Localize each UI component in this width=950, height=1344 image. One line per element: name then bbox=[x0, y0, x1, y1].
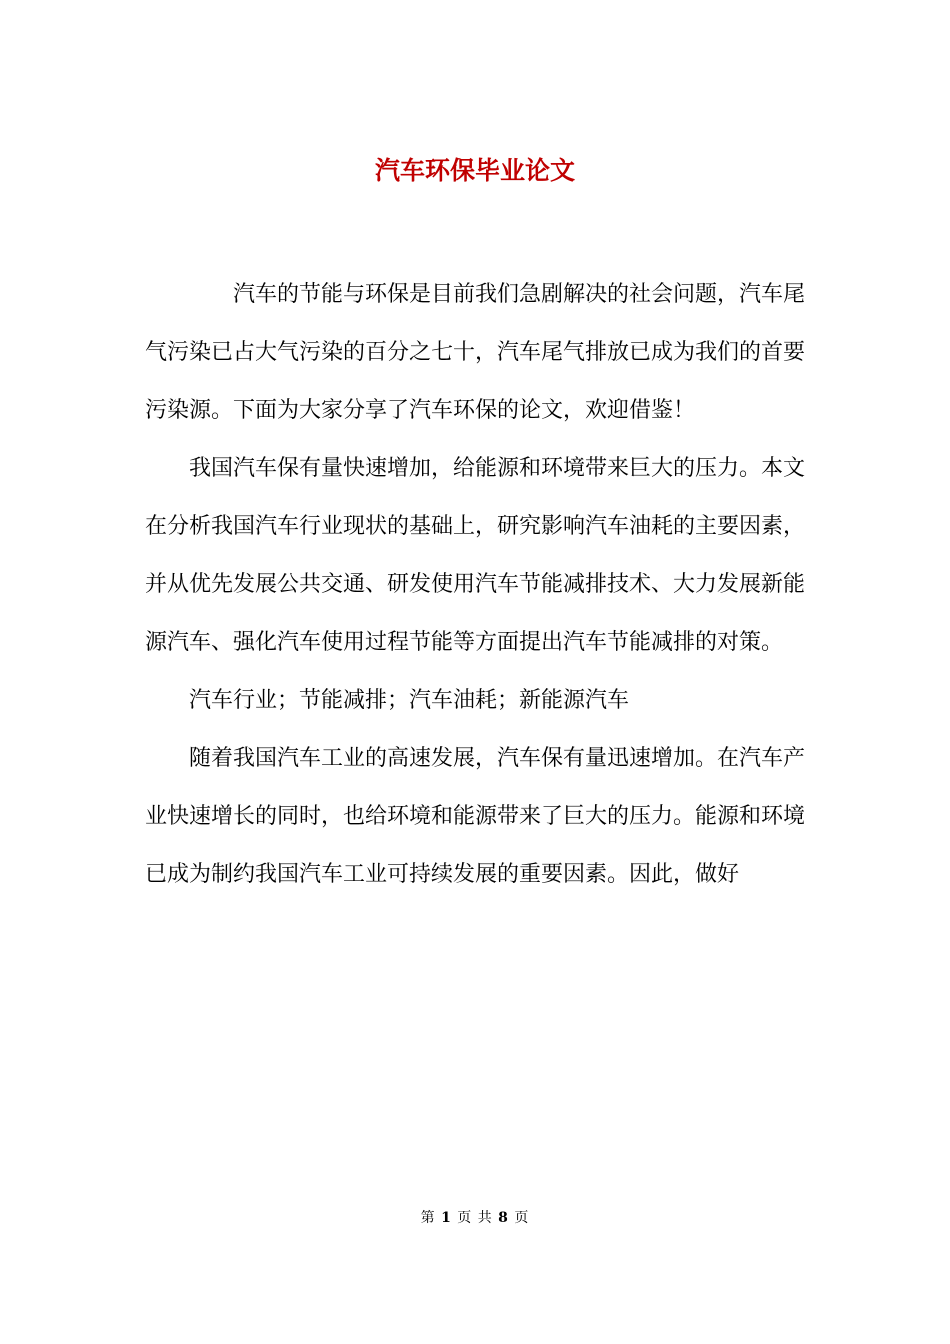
footer-prefix: 第 bbox=[420, 1210, 436, 1226]
current-page-number: 1 bbox=[441, 1210, 452, 1226]
abstract-paragraph: 我国汽车保有量快速增加，给能源和环境带来巨大的压力。本文在分析我国汽车行业现状的基础上，研究影响汽车油耗的主要因素，并从优先发展公共交通、研发使用汽车节能减排技术、大力发展新能源汽车、强化汽车使用过程节能等方面提出汽车节能减排的对策。 bbox=[145, 456, 806, 655]
page-footer bbox=[0, 1208, 950, 1228]
document-body bbox=[145, 266, 805, 904]
keywords-paragraph: 汽车行业；节能减排；汽车油耗；新能源汽车 bbox=[189, 688, 630, 713]
footer-suffix: 页 bbox=[514, 1210, 530, 1226]
body-paragraph: 随着我国汽车工业的高速发展，汽车保有量迅速增加。在汽车产业快速增长的同时，也给环境和能源带来了巨大的压力。能源和环境已成为制约我国汽车工业可持续发展的重要因素。因此，做好 bbox=[145, 746, 806, 887]
footer-middle: 页 共 bbox=[457, 1210, 493, 1226]
intro-paragraph: 汽车的节能与环保是目前我们急剧解决的社会问题，汽车尾气污染已占大气污染的百分之七十，汽车尾气排放已成为我们的首要污染源。下面为大家分享了汽车环保的论文，欢迎借鉴！ bbox=[145, 282, 806, 423]
total-page-number: 8 bbox=[498, 1210, 509, 1226]
document-title: 汽车环保毕业论文 bbox=[374, 155, 575, 185]
